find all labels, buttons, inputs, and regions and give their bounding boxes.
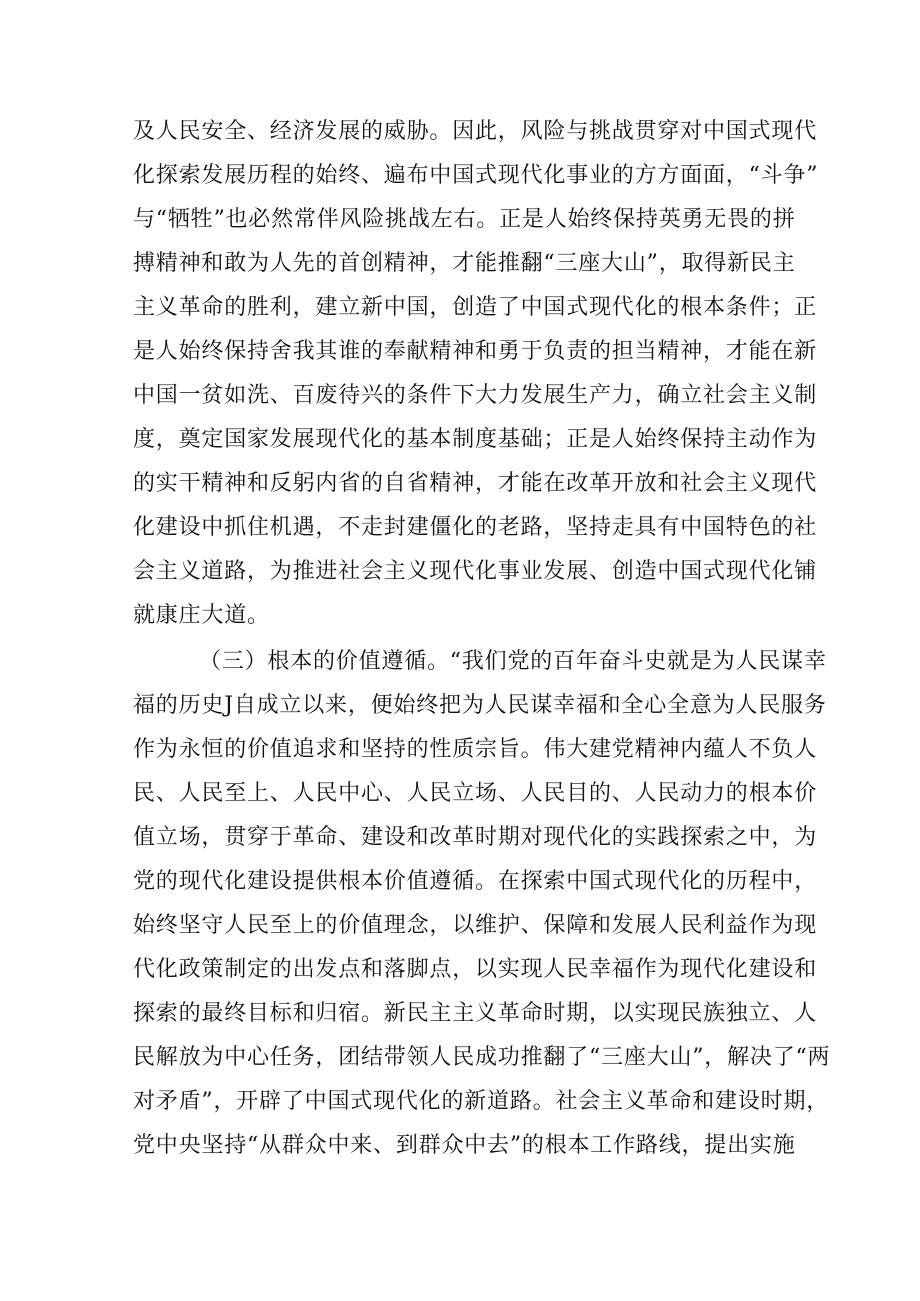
text-line: 值立场，贯穿于革命、建设和改革时期对现代化的实践探索之中，为 [133,825,818,850]
document-body [133,110,831,1168]
text-line: 福的历史J自成立以来，便始终把为人民谋幸福和全心全意为人民服务 [133,693,827,718]
text-line: 度，奠定国家发展现代化的基本制度基础；正是人始终保持主动作为 [133,427,818,452]
text-line: 党中央坚持“从群众中来、到群众中去”的根本工作路线，提出实施 [133,1133,796,1158]
text-line: 民、人民至上、人民中心、人民立场、人民目的、人民动力的根本价 [133,781,818,806]
text-line: 对矛盾”，开辟了中国式现代化的新道路。社会主义革命和建设时期， [133,1089,830,1114]
text-line: 主义革命的胜利，建立新中国，创造了中国式现代化的根本条件；正 [133,295,818,320]
text-line: 及人民安全、经济发展的威胁。因此，风险与挑战贯穿对中国式现代 [133,119,818,144]
text-line: 是人始终保持舍我其谁的奉献精神和勇于负责的担当精神，才能在新 [133,339,818,364]
text-line: 作为永恒的价值追求和坚持的性质宗旨。伟大建党精神内蕴人不负人 [133,737,818,762]
text-line: 搏精神和敢为人先的首创精神，才能推翻“三座大山”，取得新民主 [133,251,796,276]
text-line: 化探索发展历程的始终、遍布中国式现代化事业的方方面面，“斗争” [133,163,819,188]
text-line: 探索的最终目标和归宿。新民主主义革命时期，以实现民族独立、人 [133,1001,818,1026]
text-line: 党的现代化建设提供根本价值遵循。在探索中国式现代化的历程中， [133,869,818,894]
text-line: 中国一贫如洗、百废待兴的条件下大力发展生产力，确立社会主义制 [133,383,818,408]
text-line: 的实干精神和反躬内省的自省精神，才能在改革开放和社会主义现代 [133,471,818,496]
paragraph-1 [133,110,819,638]
text-line: 民解放为中心任务，团结带领人民成功推翻了“三座大山”，解决了“两 [133,1045,831,1070]
text-line: （三）根本的价值遵循。“我们党的百年奋斗史就是为人民谋幸 [199,649,827,674]
text-line: 就康庄大道。 [133,603,270,628]
text-line: 化建设中抓住机遇，不走封建僵化的老路，坚持走具有中国特色的社 [133,515,818,540]
text-line: 始终坚守人民至上的价值理念，以维护、保障和发展人民利益作为现 [133,913,818,938]
text-line: 代化政策制定的出发点和落脚点，以实现人民幸福作为现代化建设和 [133,957,818,982]
paragraph-2 [133,640,831,1168]
text-line: 与“牺牲”也必然常伴风险挑战左右。正是人始终保持英勇无畏的拼 [133,207,796,232]
text-line: 会主义道路，为推进社会主义现代化事业发展、创造中国式现代化铺 [133,559,818,584]
